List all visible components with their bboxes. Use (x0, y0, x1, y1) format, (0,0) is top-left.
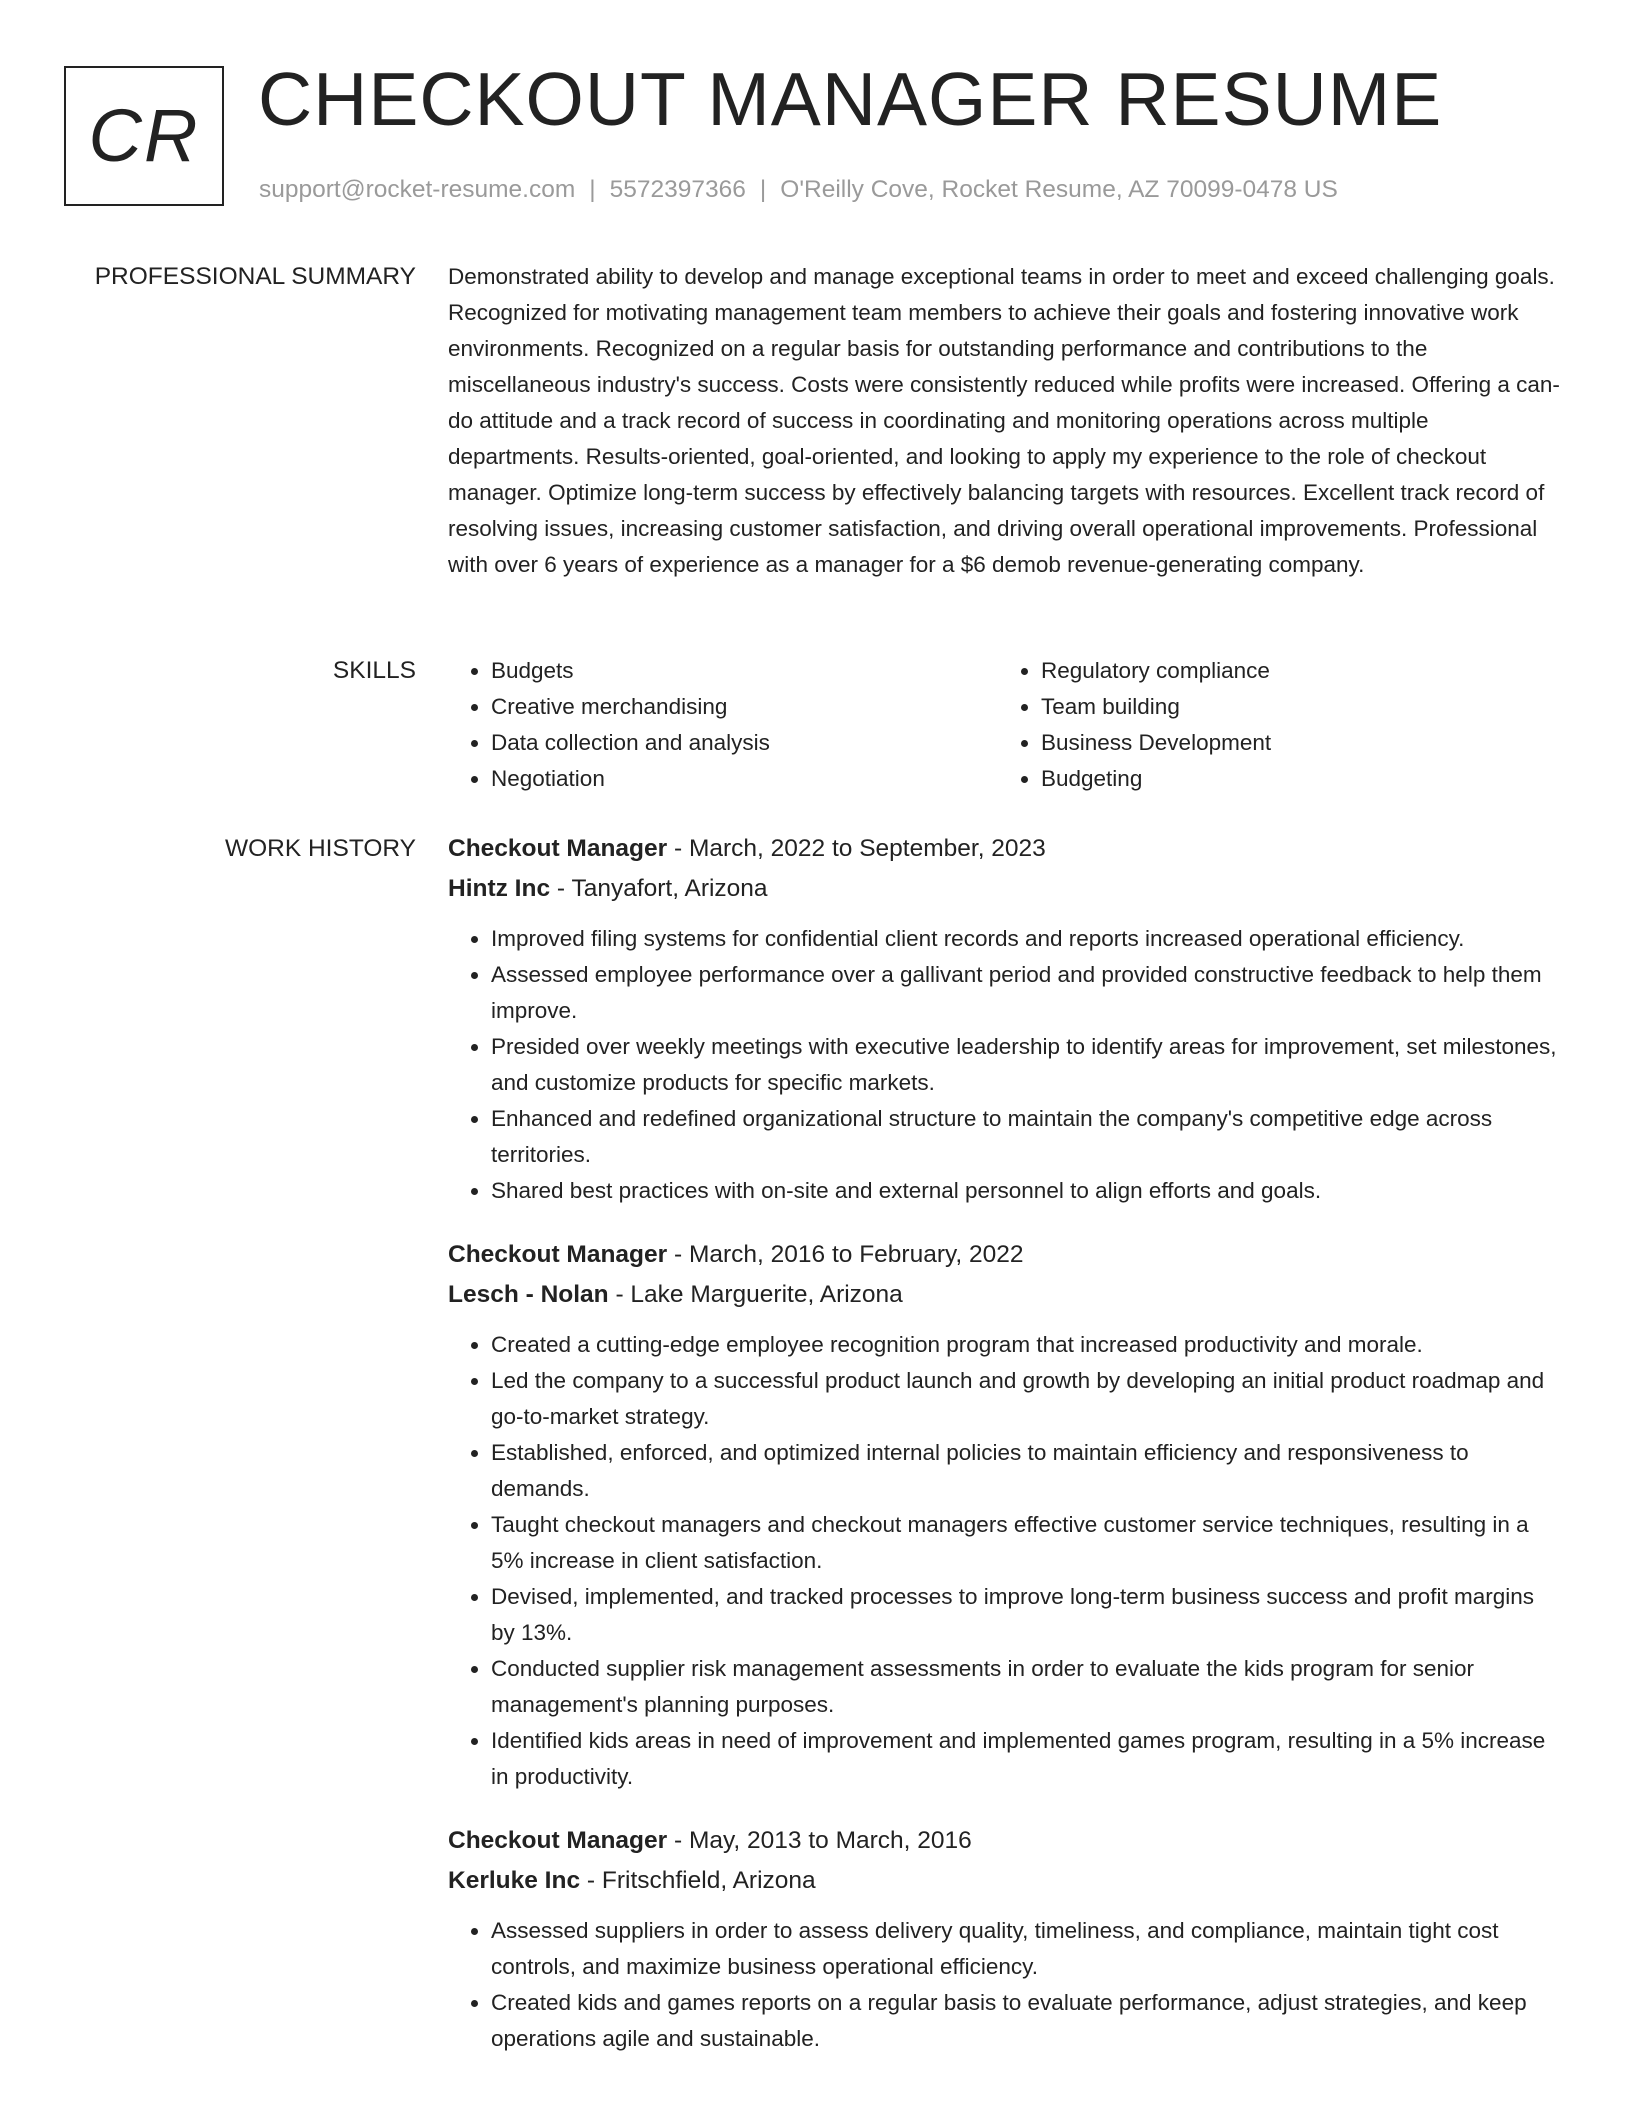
job-bullets (448, 1327, 1560, 1795)
job-bullet: • Taught checkout managers and checkout managers effective customer service techniques, resulting in a 5% increase in client satisfaction. (491, 1507, 1560, 1579)
contact-phone[interactable]: 5572397366 (609, 176, 746, 203)
skill-item: • Negotiation (491, 761, 998, 797)
job-company: Kerluke Inc (448, 1867, 581, 1894)
work-history-body (448, 829, 1560, 2083)
job-bullet: • Enhanced and redefined organizational structure to maintain the company's competitive edge across territories. (491, 1101, 1560, 1173)
summary-heading: PROFESSIONAL SUMMARY (94, 263, 416, 290)
job-company: Hintz Inc (448, 875, 551, 902)
resume-title: CHECKOUT MANAGER RESUME (258, 57, 1443, 141)
work-history-heading: WORK HISTORY (224, 835, 416, 862)
skill-item: • Team building (1041, 689, 1548, 725)
job-title-line (448, 829, 1560, 869)
skills-list-right (998, 653, 1548, 797)
job-dates: May, 2013 to March, 2016 (688, 1827, 972, 1854)
skills-list-left (448, 653, 998, 797)
job-bullet: • Created kids and games reports on a regular basis to evaluate performance, adjust strategies, and keep operations agile and sustainable. (491, 1985, 1560, 2057)
job-location: Fritschfield, Arizona (601, 1867, 816, 1894)
monogram-box (64, 66, 224, 206)
job-bullets (448, 921, 1560, 1209)
job-bullets (448, 1913, 1560, 2057)
job-bullet: • Assessed suppliers in order to assess delivery quality, timeliness, and compliance, maintain tight cost controls, and maximize business operational efficiency. (491, 1913, 1560, 1985)
job-location: Lake Marguerite, Arizona (630, 1281, 903, 1308)
job-company-line (448, 1275, 1560, 1315)
job-dash: - (667, 1827, 689, 1854)
skills-grid (448, 653, 1560, 797)
job-dates: March, 2022 to September, 2023 (688, 835, 1046, 862)
job-dates: March, 2016 to February, 2022 (688, 1241, 1024, 1268)
skill-item: • Regulatory compliance (1041, 653, 1548, 689)
job-bullet: • Conducted supplier risk management assessments in order to evaluate the kids program for senior management's planning purposes. (491, 1651, 1560, 1723)
job-title: Checkout Manager (448, 1827, 668, 1854)
job-company: Lesch - Nolan (448, 1281, 609, 1308)
job-bullet: • Identified kids areas in need of improvement and implemented games program, resulting in a 5% increase in productivity. (491, 1723, 1560, 1795)
job-dash: - (550, 875, 572, 902)
job-title: Checkout Manager (448, 1241, 668, 1268)
job-dash: - (667, 835, 689, 862)
skill-item: • Business Development (1041, 725, 1548, 761)
contact-separator: | (759, 176, 767, 203)
contact-address: O'Reilly Cove, Rocket Resume, AZ 70099-0478 US (780, 176, 1338, 203)
job-entry (448, 1821, 1560, 2057)
job-dash: - (608, 1281, 631, 1308)
job-bullet: • Devised, implemented, and tracked processes to improve long-term business success and profit margins by 13%. (491, 1579, 1560, 1651)
job-bullet: • Led the company to a successful product launch and growth by developing an initial product roadmap and go-to-market strategy. (491, 1363, 1560, 1435)
job-company-line (448, 1861, 1560, 1901)
job-title-line (448, 1821, 1560, 1861)
contact-separator: | (589, 176, 596, 203)
monogram-initials: CR (88, 94, 200, 177)
summary-text: Demonstrated ability to develop and manage exceptional teams in order to meet and exceed challenging goals. Recognized for motivating management team members to achieve their goals and fostering innovative work environments. Recognized on a regular basis for outstanding performance and contributions to the miscellaneous industry's success. Costs were consistently reduced while profits were increased. Offering a can-do attitude and a track record of success in coordinating and monitoring operations across multiple departments. Results-oriented, goal-oriented, and looking to apply my experience to the role of checkout manager. Optimize long-term success by effectively balancing targets with resources. Excellent track record of resolving issues, increasing customer satisfaction, and driving overall operational improvements. Professional with over 6 years of experience as a manager for a $6 demob revenue-generating company. (448, 264, 1560, 577)
skill-item: • Budgets (491, 653, 998, 689)
summary-body (448, 259, 1560, 583)
job-bullet: • Shared best practices with on-site and external personnel to align efforts and goals. (491, 1173, 1560, 1209)
job-entry (448, 1235, 1560, 1795)
job-bullet: • Improved filing systems for confidential client records and reports increased operational efficiency. (491, 921, 1560, 957)
job-dash: - (667, 1241, 689, 1268)
contact-email[interactable]: support@rocket-resume.com (259, 176, 576, 203)
job-bullet: • Presided over weekly meetings with executive leadership to identify areas for improvement, set milestones, and customize products for specific markets. (491, 1029, 1560, 1101)
skill-item: • Creative merchandising (491, 689, 998, 725)
skills-body (448, 653, 1560, 797)
skill-item: • Budgeting (1041, 761, 1548, 797)
contact-line (259, 175, 1338, 204)
job-bullet: • Created a cutting-edge employee recognition program that increased productivity and morale. (491, 1327, 1560, 1363)
skills-heading: SKILLS (332, 657, 416, 684)
job-title: Checkout Manager (448, 835, 668, 862)
job-dash: - (580, 1867, 602, 1894)
job-company-line (448, 869, 1560, 909)
job-title-line (448, 1235, 1560, 1275)
job-entry (448, 829, 1560, 1209)
job-bullet: • Assessed employee performance over a gallivant period and provided constructive feedback to help them improve. (491, 957, 1560, 1029)
job-location: Tanyafort, Arizona (571, 875, 768, 902)
skill-item: • Data collection and analysis (491, 725, 998, 761)
job-bullet: • Established, enforced, and optimized internal policies to maintain efficiency and responsiveness to demands. (491, 1435, 1560, 1507)
